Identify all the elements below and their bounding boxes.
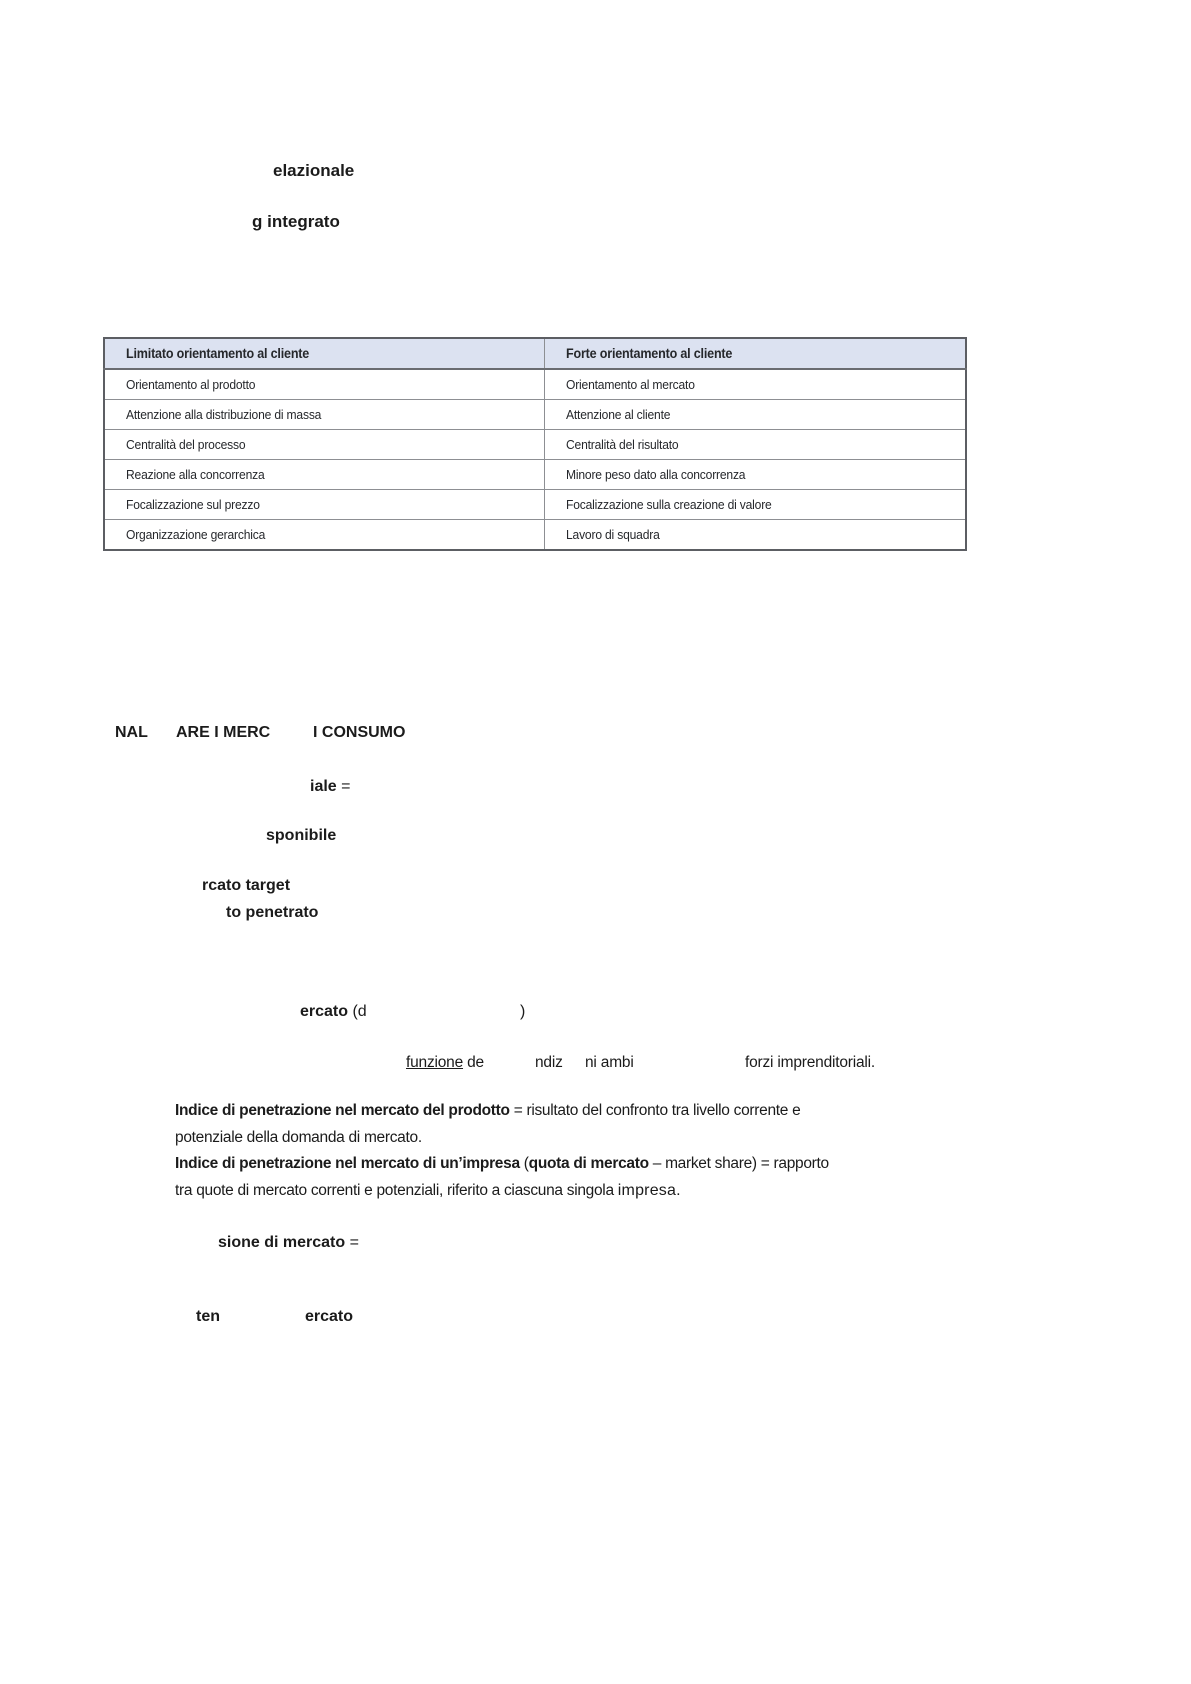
paragraph-line-2: [175, 1125, 985, 1152]
fragment-close-paren: ): [520, 1003, 526, 1020]
heading-fragment-nal: NAL: [115, 724, 148, 741]
table-cell-label: Centralità del processo: [126, 437, 246, 452]
paragraph-line-1: [175, 1098, 985, 1125]
table-cell: [104, 430, 544, 460]
table-cell: [544, 490, 966, 520]
fragment-rcato-target: rcato target: [202, 877, 291, 894]
paragraph-line-3: [175, 1151, 985, 1178]
table-cell-label: Centralità del risultato: [565, 437, 678, 452]
definitions-paragraph: [175, 1098, 985, 1204]
term-indice-penetrazione-impresa: Indice di penetrazione nel mercato di un’impresa: [175, 1155, 520, 1172]
table-cell-label: Organizzazione gerarchica: [126, 527, 266, 542]
table-cell-label: Reazione alla concorrenza: [126, 467, 265, 482]
fragment-sponibile: sponibile: [266, 827, 337, 844]
paragraph-line-4: [175, 1178, 985, 1205]
heading-fragment-are-i-merc: ARE I MERC: [176, 724, 271, 741]
paragraph-text: = risultato del confronto tra livello corrente e: [509, 1102, 801, 1119]
fragment-ni-ambi: ni ambi: [585, 1054, 634, 1071]
table-header-label: Forte orientamento al cliente: [565, 346, 732, 361]
table-header-forte: [544, 338, 966, 369]
fragment-ndiz: ndiz: [535, 1054, 563, 1071]
paragraph-text: – market share) = rapporto: [648, 1155, 829, 1172]
table-cell-label: Attenzione al cliente: [565, 407, 670, 422]
table-cell: [104, 400, 544, 430]
table-cell: [104, 490, 544, 520]
term-indice-penetrazione-prodotto: Indice di penetrazione nel mercato del prodotto: [175, 1102, 510, 1119]
fragment-sione-equals: =: [345, 1234, 359, 1251]
fragment-forzi-imprenditoriali: forzi imprenditoriali.: [745, 1054, 875, 1071]
fragment-de: de: [463, 1054, 484, 1071]
table-cell-label: Minore peso dato alla concorrenza: [565, 467, 745, 482]
table-cell: [544, 369, 966, 400]
fragment-integrato: g integrato: [252, 212, 340, 231]
heading-fragment-i-consumo: I CONSUMO: [313, 724, 406, 741]
table-row: [104, 460, 966, 490]
fragment-funzione-underlined: funzione: [406, 1054, 464, 1071]
table-cell-label: Orientamento al prodotto: [126, 377, 256, 392]
orientation-comparison-table: [103, 337, 965, 551]
paragraph-text: potenziale della domanda di mercato.: [175, 1128, 422, 1146]
table-row: [104, 430, 966, 460]
table-cell: [104, 520, 544, 551]
table-cell: [104, 369, 544, 400]
table-cell: [104, 460, 544, 490]
table-cell: [544, 460, 966, 490]
table-header-row: [104, 338, 966, 369]
fragment-to-penetrato: to penetrato: [226, 904, 319, 921]
table-cell-label: Focalizzazione sulla creazione di valore: [565, 497, 772, 512]
table-cell-label: Attenzione alla distribuzione di massa: [126, 407, 322, 422]
fragment-ercato-2: ercato: [305, 1308, 354, 1325]
fragment-ten: ten: [196, 1308, 220, 1325]
table-cell-label: Lavoro di squadra: [565, 527, 660, 542]
table-row: [104, 400, 966, 430]
table-row: [104, 369, 966, 400]
fragment-sione-bold: sione di mercato: [218, 1234, 346, 1251]
fragment-ercato-bold: ercato: [300, 1003, 349, 1020]
paragraph-text: (: [519, 1155, 529, 1172]
fragment-relazionale: elazionale: [273, 161, 355, 180]
paragraph-text: tra quote di mercato correnti e potenziali, riferito a ciascuna singola: [175, 1181, 618, 1199]
fragment-iale-equals: =: [336, 778, 351, 795]
table-cell: [544, 520, 966, 551]
fragment-ercato: [300, 1003, 367, 1021]
term-quota-di-mercato: quota di mercato: [528, 1155, 649, 1172]
table-row: [104, 490, 966, 520]
fragment-funzione-de: [406, 1054, 484, 1072]
table-cell: [544, 430, 966, 460]
table-cell-label: Focalizzazione sul prezzo: [126, 497, 260, 512]
fragment-iale-bold: iale: [310, 778, 337, 795]
table-header-label: Limitato orientamento al cliente: [126, 346, 310, 361]
table-header-limitato: [104, 338, 544, 369]
fragment-sione-di-mercato: [218, 1234, 359, 1252]
fragment-ercato-open-paren: (d: [348, 1003, 367, 1020]
table-cell-label: Orientamento al mercato: [565, 377, 695, 392]
table-cell: [544, 400, 966, 430]
paragraph-text-impresa: impresa.: [617, 1181, 681, 1199]
table-row: [104, 520, 966, 551]
fragment-iale: [310, 778, 350, 796]
